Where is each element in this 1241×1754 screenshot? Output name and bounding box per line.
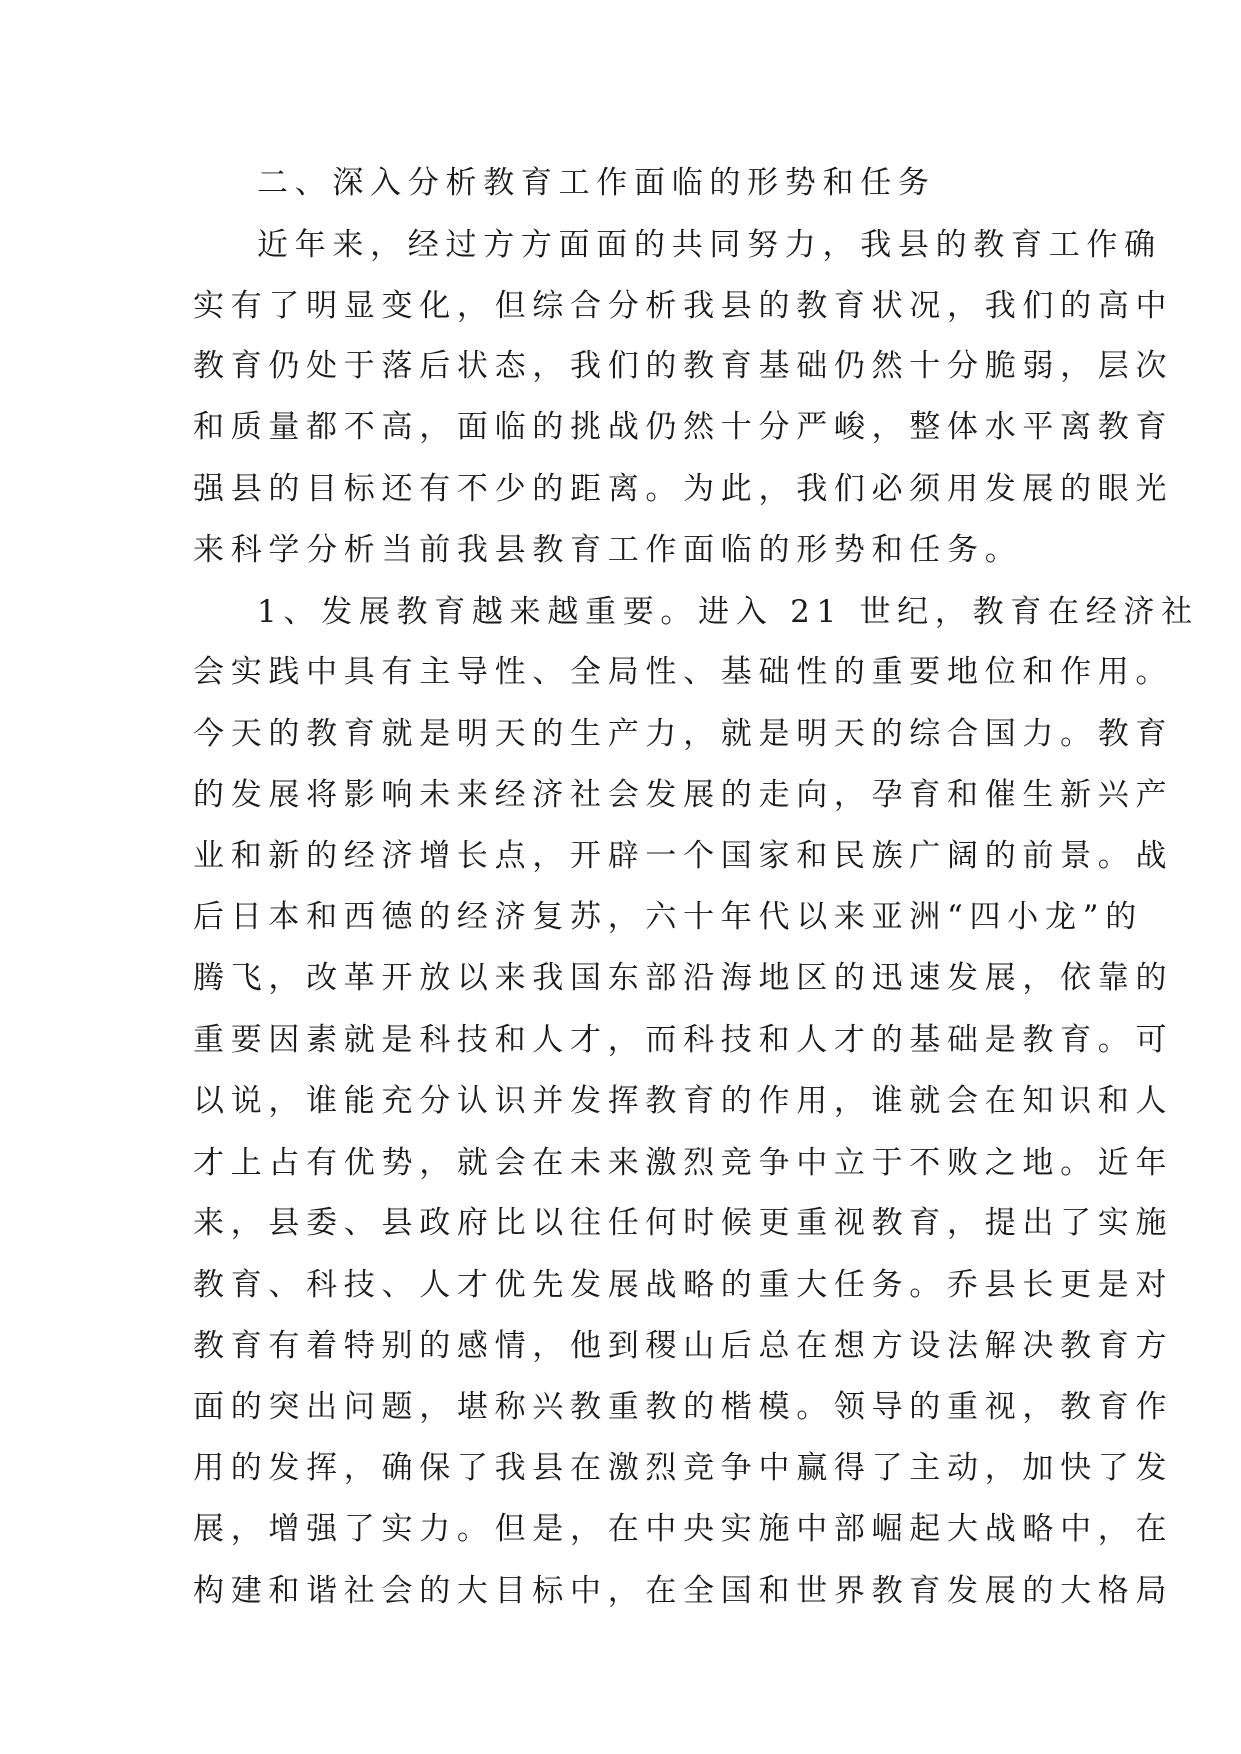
paragraph-1-line: 近年来，经过方方面面的共同努力，我县的教育工作确 xyxy=(257,227,1162,263)
paragraph-2-line: 业和新的经济增长点，开辟一个国家和民族广阔的前景。战 xyxy=(193,838,1174,874)
paragraph-2-line: 才上占有优势，就会在未来激烈竞争中立于不败之地。近年 xyxy=(193,1145,1174,1181)
paragraph-1-line: 教育仍处于落后状态，我们的教育基础仍然十分脆弱，层次 xyxy=(193,348,1174,384)
section-heading: 二、深入分析教育工作面临的形势和任务 xyxy=(257,165,936,201)
paragraph-1-line: 强县的目标还有不少的距离。为此，我们必须用发展的眼光 xyxy=(193,471,1174,507)
paragraph-2-line: 用的发挥，确保了我县在激烈竞争中赢得了主动，加快了发 xyxy=(193,1450,1174,1486)
paragraph-2-line: 的发展将影响未来经济社会发展的走向，孕育和催生新兴产 xyxy=(193,777,1174,813)
paragraph-2-line: 以说，谁能充分认识并发挥教育的作用，谁就会在知识和人 xyxy=(193,1083,1174,1119)
paragraph-2-line: 会实践中具有主导性、全局性、基础性的重要地位和作用。 xyxy=(193,654,1174,690)
paragraph-2-line: 1、发展教育越来越重要。进入 21 世纪，教育在经济社 xyxy=(257,594,1199,630)
paragraph-2-line: 面的突出问题，堪称兴教重教的楷模。领导的重视，教育作 xyxy=(193,1389,1174,1425)
paragraph-2-line: 腾飞，改革开放以来我国东部沿海地区的迅速发展，依靠的 xyxy=(193,960,1174,996)
paragraph-2-line: 来，县委、县政府比以往任何时候更重视教育，提出了实施 xyxy=(193,1205,1174,1241)
paragraph-1-line: 和质量都不高，面临的挑战仍然十分严峻，整体水平离教育 xyxy=(193,409,1174,445)
paragraph-1-line: 来科学分析当前我县教育工作面临的形势和任务。 xyxy=(193,532,1023,568)
paragraph-2-line: 构建和谐社会的大目标中，在全国和世界教育发展的大格局 xyxy=(193,1573,1174,1609)
paragraph-2-line: 今天的教育就是明天的生产力，就是明天的综合国力。教育 xyxy=(193,716,1174,752)
paragraph-2-line: 展，增强了实力。但是，在中央实施中部崛起大战略中，在 xyxy=(193,1511,1174,1547)
paragraph-2-line: 重要因素就是科技和人才，而科技和人才的基础是教育。可 xyxy=(193,1022,1174,1058)
paragraph-2-line: 后日本和西德的经济复苏，六十年代以来亚洲“四小龙”的 xyxy=(193,899,1143,935)
paragraph-2-line: 教育有着特别的感情，他到稷山后总在想方设法解决教育方 xyxy=(193,1328,1174,1364)
paragraph-1-line: 实有了明显变化，但综合分析我县的教育状况，我们的高中 xyxy=(193,288,1174,324)
paragraph-2-line: 教育、科技、人才优先发展战略的重大任务。乔县长更是对 xyxy=(193,1267,1174,1303)
